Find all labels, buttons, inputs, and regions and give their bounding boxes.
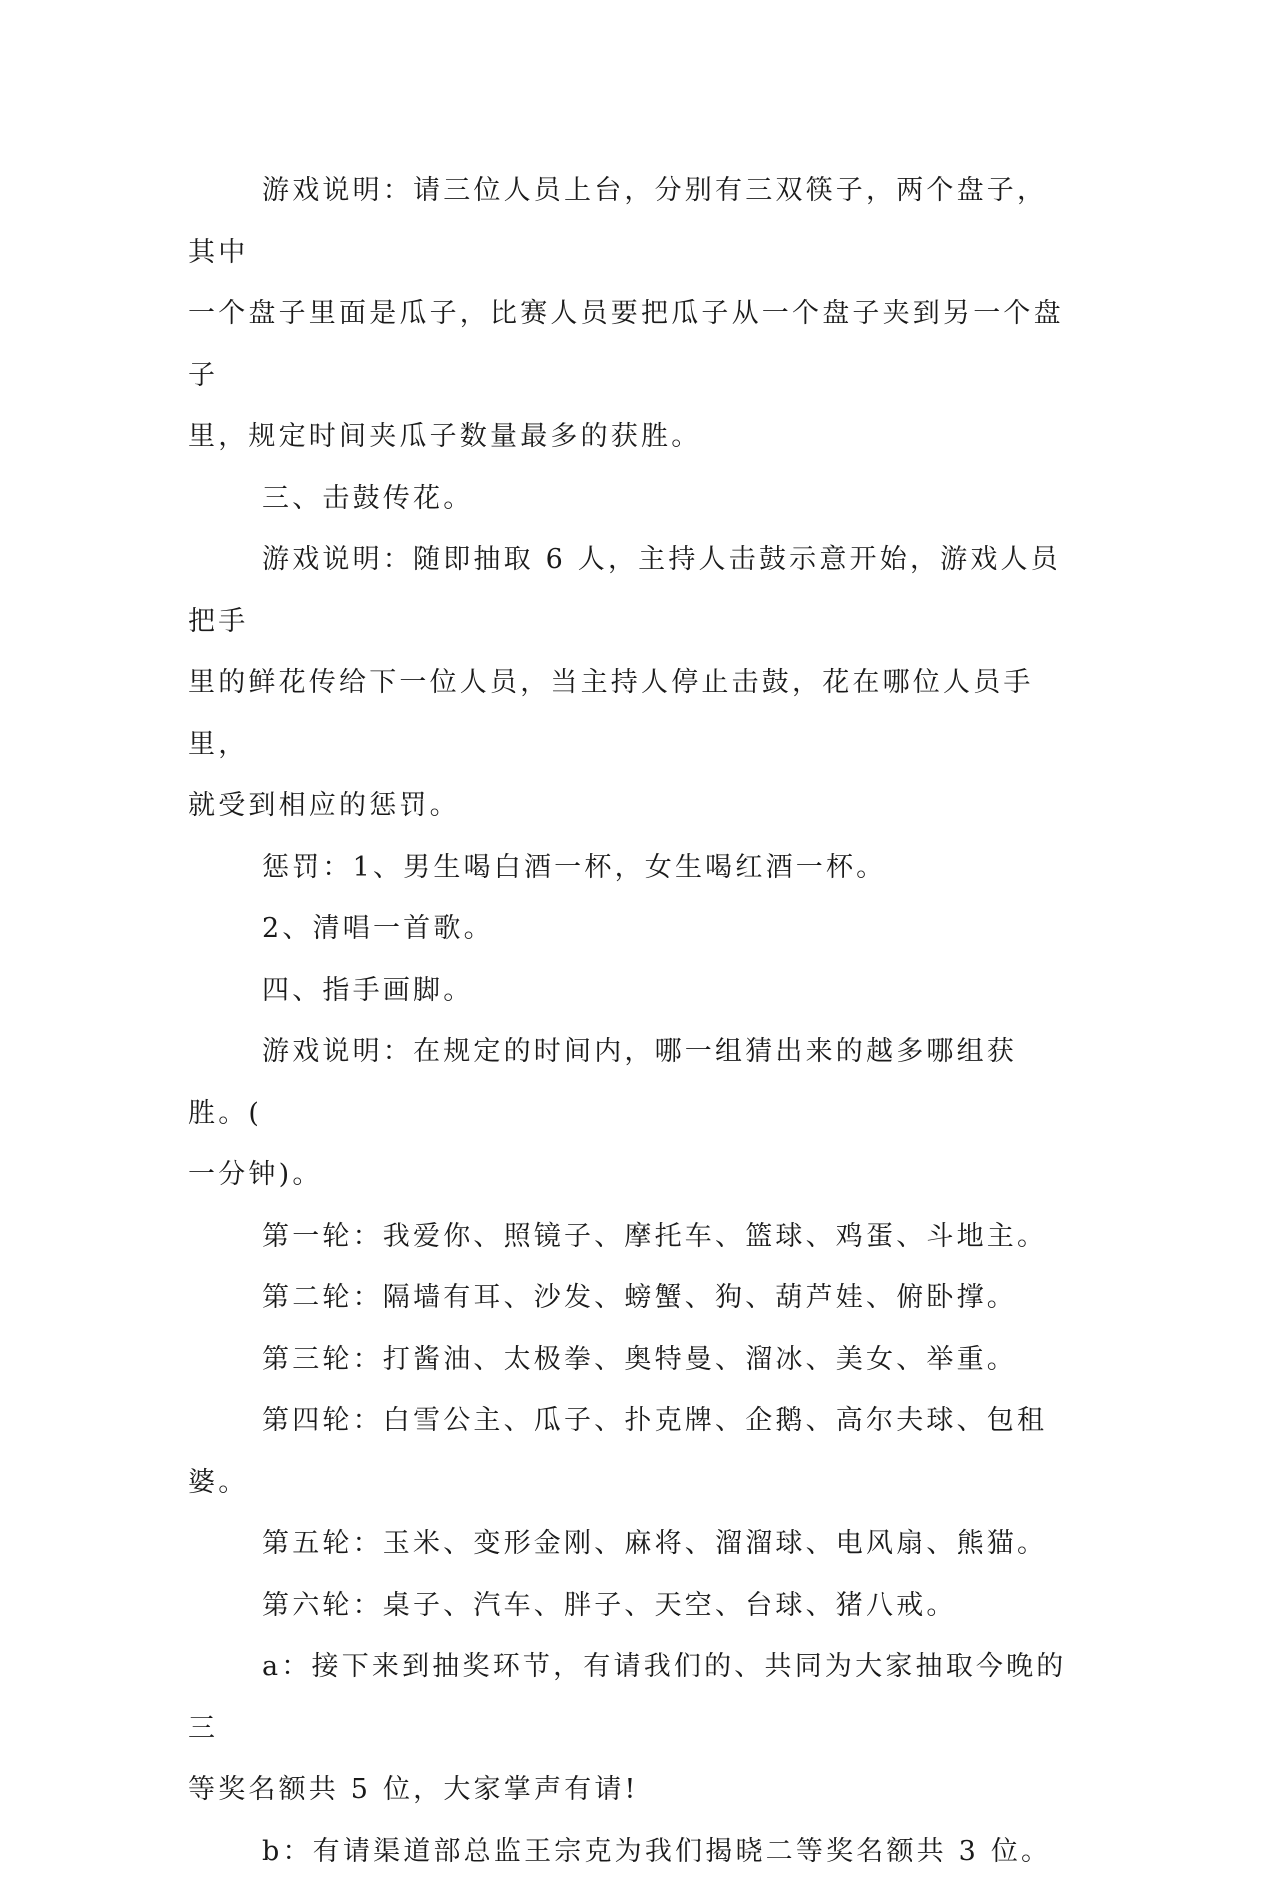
text-line: 第一轮：我爱你、照镜子、摩托车、篮球、鸡蛋、斗地主。 <box>188 1206 1070 1268</box>
paragraph-game-instructions-chopsticks <box>188 160 1070 468</box>
text-line: 第二轮：隔墙有耳、沙发、螃蟹、狗、葫芦娃、俯卧撑。 <box>188 1267 1070 1329</box>
paragraph-game-instructions-drum <box>188 529 1070 837</box>
paragraph-host-b <box>188 1821 1070 1882</box>
text-line: 里，规定时间夹瓜子数量最多的获胜。 <box>188 406 1070 468</box>
text-line: 2、清唱一首歌。 <box>188 898 1070 960</box>
text-line: 第三轮：打酱油、太极拳、奥特曼、溜冰、美女、举重。 <box>188 1329 1070 1391</box>
text-line: 第四轮：白雪公主、瓜子、扑克牌、企鹅、高尔夫球、包租婆。 <box>188 1390 1070 1513</box>
section-heading-4 <box>188 960 1070 1022</box>
paragraph-round-4 <box>188 1390 1070 1513</box>
text-line: b：有请渠道部总监王宗克为我们揭晓二等奖名额共 3 位。 <box>188 1821 1070 1882</box>
text-line: 一分钟)。 <box>188 1144 1070 1206</box>
paragraph-game-instructions-charades <box>188 1021 1070 1206</box>
text-line: 等奖名额共 5 位，大家掌声有请! <box>188 1759 1070 1821</box>
text-line: 惩罚：1、男生喝白酒一杯，女生喝红酒一杯。 <box>188 837 1070 899</box>
paragraph-host-a <box>188 1636 1070 1821</box>
paragraph-round-2 <box>188 1267 1070 1329</box>
text-line: 三、击鼓传花。 <box>188 468 1070 530</box>
text-line: 里的鲜花传给下一位人员，当主持人停止击鼓，花在哪位人员手里， <box>188 652 1070 775</box>
text-line: 第五轮：玉米、变形金刚、麻将、溜溜球、电风扇、熊猫。 <box>188 1513 1070 1575</box>
paragraph-penalty-1 <box>188 837 1070 899</box>
paragraph-round-1 <box>188 1206 1070 1268</box>
text-line: a：接下来到抽奖环节，有请我们的、共同为大家抽取今晚的三 <box>188 1636 1070 1759</box>
text-line: 第六轮：桌子、汽车、胖子、天空、台球、猪八戒。 <box>188 1575 1070 1637</box>
paragraph-round-5 <box>188 1513 1070 1575</box>
text-line: 一个盘子里面是瓜子，比赛人员要把瓜子从一个盘子夹到另一个盘子 <box>188 283 1070 406</box>
paragraph-round-6 <box>188 1575 1070 1637</box>
text-line: 游戏说明：随即抽取 6 人，主持人击鼓示意开始，游戏人员把手 <box>188 529 1070 652</box>
paragraph-round-3 <box>188 1329 1070 1391</box>
text-line: 就受到相应的惩罚。 <box>188 775 1070 837</box>
document-body <box>188 160 1070 1882</box>
text-line: 游戏说明：请三位人员上台，分别有三双筷子，两个盘子，其中 <box>188 160 1070 283</box>
text-line: 四、指手画脚。 <box>188 960 1070 1022</box>
section-heading-3 <box>188 468 1070 530</box>
text-line: 游戏说明：在规定的时间内，哪一组猜出来的越多哪组获胜。( <box>188 1021 1070 1144</box>
paragraph-penalty-2 <box>188 898 1070 960</box>
